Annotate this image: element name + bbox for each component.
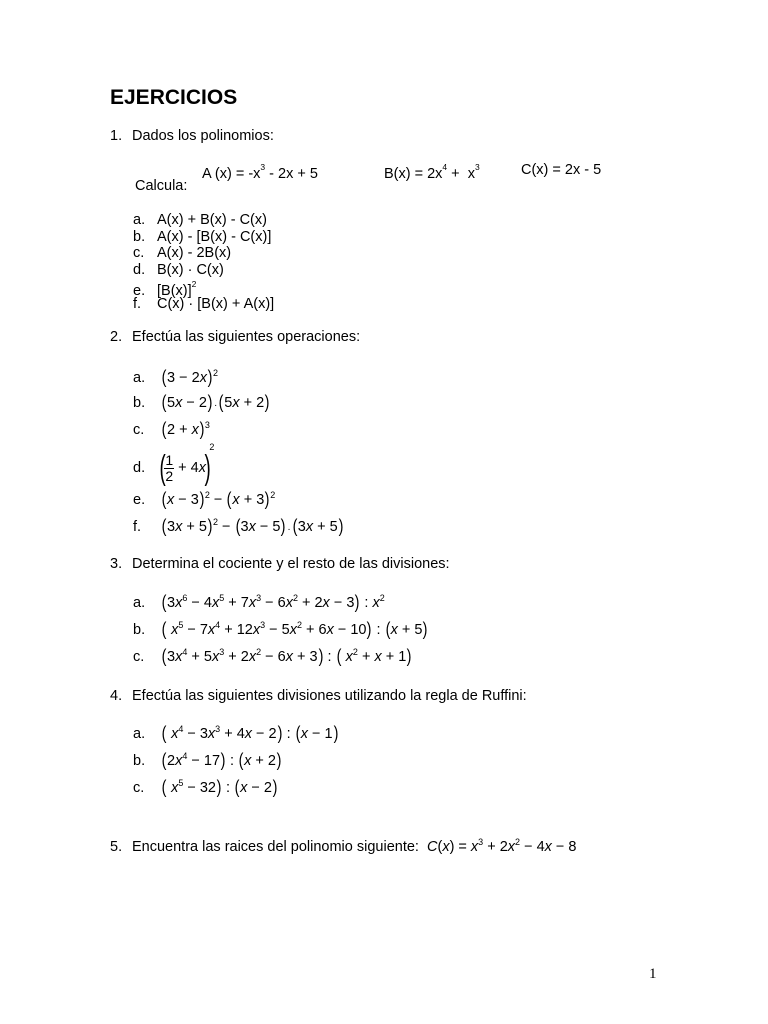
item-label: d.	[133, 262, 146, 278]
exercise-3-statement	[110, 556, 450, 572]
exercise-4-item-b	[133, 751, 282, 769]
poly-a-text: A (x) = -x	[202, 166, 261, 182]
item-label: c.	[133, 649, 145, 665]
exercise-3-item-c	[133, 647, 412, 665]
poly-b-exponent-2: 3	[474, 162, 480, 172]
poly-a-exponent: 3	[260, 162, 266, 172]
math-expression: $(2 + x)^3$	[161, 419, 210, 439]
exercise-2-item-e	[133, 490, 275, 508]
exercise-1-item-f	[133, 296, 274, 312]
exercise-1-statement	[110, 128, 274, 144]
item-text: C(x) · [B(x) + A(x)]	[157, 296, 275, 312]
item-text: A(x) + B(x) - C(x)	[157, 212, 267, 228]
item-label: d.	[133, 460, 146, 477]
item-label: a.	[133, 595, 146, 611]
math-expression: $(3 - 2x)^2$	[161, 367, 218, 387]
page-number: 1	[649, 966, 657, 982]
polynomial-a	[202, 162, 318, 182]
item-label: a.	[133, 212, 146, 228]
math-expression: $C(x) = x^3 + 2x^2 - 4x - 8$	[426, 837, 577, 855]
exercise-1-item-d	[133, 262, 224, 278]
item-label: b.	[133, 229, 146, 245]
exercise-2-item-f	[133, 517, 344, 535]
exercise-2-item-c	[133, 420, 210, 438]
item-text: [B(x)]	[157, 283, 192, 299]
exercise-text: Dados los polinomios:	[132, 128, 274, 144]
math-expression: $(3x^6 - 4x^5 + 7x^3 - 6x^2 + 2x - 3)$ : $x^2$	[161, 592, 385, 612]
exercise-2-item-a	[133, 368, 218, 386]
exercise-number: 4.	[110, 688, 123, 704]
math-expression: ( $x^5 - 7x^4 + 12x^3 - 5x^2 + 6x - 10$) : (x + 5)	[161, 619, 428, 639]
poly-b-text: B(x) = 2x	[384, 166, 443, 182]
exercise-number: 2.	[110, 329, 123, 345]
exercise-2-item-b	[133, 393, 270, 411]
exercise-1-item-a	[133, 212, 267, 228]
calcula-label: Calcula:	[135, 178, 188, 194]
item-label: c.	[133, 780, 145, 796]
item-label: f.	[133, 519, 142, 535]
math-expression: ( $\frac{1}{2}$ + 4x)$^2$	[159, 442, 215, 488]
polynomial-b	[384, 162, 480, 182]
exercise-1-item-b	[133, 229, 271, 245]
polynomial-c: C(x) = 2x - 5	[521, 162, 602, 178]
exercise-4-item-a	[133, 724, 339, 742]
item-label: f.	[133, 296, 142, 312]
exercise-4-statement	[110, 688, 527, 704]
item-exponent: 2	[191, 279, 197, 289]
poly-b-exponent-1: 4	[442, 162, 448, 172]
exercise-text: Determina el cociente y el resto de las divisiones:	[132, 556, 450, 572]
item-label: c.	[133, 422, 145, 438]
exercise-4-item-c	[133, 778, 278, 796]
item-text: A(x) - [B(x) - C(x)]	[157, 229, 272, 245]
math-expression: $(3x + 5)^2 - (3x - 5) \cdot(3x + 5)$	[161, 516, 344, 536]
math-expression: $(3x^4 + 5x^3 + 2x^2 - 6x + 3)$ : ( $x^2 + x + 1$)	[161, 646, 412, 666]
exercise-3-item-b	[133, 620, 428, 638]
item-label: b.	[133, 395, 146, 411]
page-title: EJERCICIOS	[110, 86, 238, 109]
exercise-text: Efectúa las siguientes operaciones:	[132, 329, 361, 345]
math-expression: $(x - 3)^2 - (x + 3)^2$	[161, 489, 276, 509]
item-label: a.	[133, 370, 146, 386]
exercise-3-item-a	[133, 593, 385, 611]
math-expression: $(2x^4 - 17)$ : (x + 2)	[161, 750, 282, 770]
exercise-text: Encuentra las raices del polinomio siguiente:	[132, 839, 419, 855]
item-text: B(x) · C(x)	[157, 262, 224, 278]
item-label: e.	[133, 492, 146, 508]
item-label: a.	[133, 726, 146, 742]
item-text: A(x) - 2B(x)	[157, 245, 232, 261]
exercise-text: Efectúa las siguientes divisiones utilizando la regla de Ruffini:	[132, 688, 527, 704]
item-label: c.	[133, 245, 145, 261]
poly-a-rest: - 2x + 5	[265, 166, 318, 182]
exercise-number: 3.	[110, 556, 123, 572]
exercise-2-item-d	[133, 442, 215, 488]
item-label: b.	[133, 753, 146, 769]
exercise-1-item-c	[133, 245, 231, 261]
exercise-number: 1.	[110, 128, 123, 144]
math-expression: ( $x^5 - 32$) : (x − 2)	[161, 777, 278, 797]
exercise-5-statement	[110, 837, 576, 855]
exercise-2-statement	[110, 329, 360, 345]
math-expression: ( $x^4 - 3x^3 + 4x - 2$) : (x − 1)	[161, 723, 338, 743]
math-expression: (5x − 2) ·(5x + 2)	[161, 392, 270, 412]
item-label: e.	[133, 283, 146, 299]
item-label: b.	[133, 622, 146, 638]
exercise-number: 5.	[110, 839, 123, 855]
poly-b-mid: + x	[447, 166, 475, 182]
